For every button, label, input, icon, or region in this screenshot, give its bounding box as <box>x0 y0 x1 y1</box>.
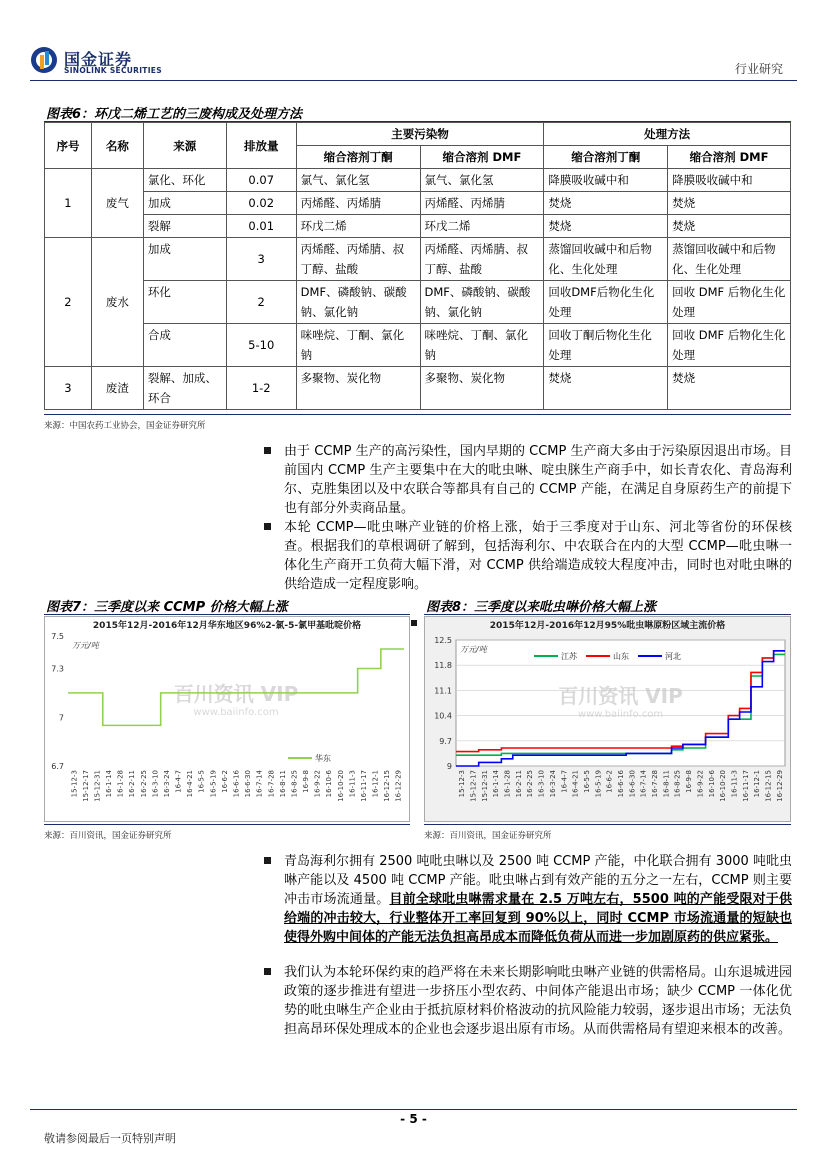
cell-p2: 环戊二烯 <box>420 215 544 238</box>
y-tick-label: 7 <box>58 713 64 723</box>
x-tick-label: 16-7-28 <box>651 770 660 798</box>
cell-amount: 0.07 <box>226 169 296 192</box>
x-tick-label: 16-2-25 <box>526 770 535 798</box>
y-axis-label: 万元/吨 <box>460 645 487 654</box>
th-no: 序号 <box>45 123 92 169</box>
y-axis-label: 万元/吨 <box>72 641 99 650</box>
footer-disclaimer: 敬请参阅最后一页特别声明 <box>44 1132 176 1145</box>
y-tick-label: 7.5 <box>51 632 64 641</box>
cell-p2: 丙烯醛、丙烯腈、叔丁醇、盐酸 <box>420 238 544 281</box>
paragraph-3 <box>284 852 792 947</box>
x-tick-label: 16-3-10 <box>151 770 160 798</box>
x-tick-label: 16-9-8 <box>685 770 694 793</box>
fig7-title-rule <box>44 614 410 615</box>
x-tick-label: 16-6-16 <box>232 770 241 798</box>
table-row <box>45 281 791 324</box>
cell-t2: 回收 DMF 后物化生化处理 <box>668 324 791 367</box>
legend-label: 江苏 <box>561 652 577 661</box>
x-tick-label: 16-8-25 <box>290 770 299 798</box>
th-sub4: 缩合溶剂 DMF <box>668 146 791 169</box>
cell-p1: DMF、磷酸钠、碳酸钠、氯化钠 <box>296 281 420 324</box>
cell-amount: 3 <box>226 238 296 281</box>
chart-title: 2015年12月-2016年12月95%吡虫啉原粉区域主流价格 <box>489 621 726 631</box>
cell-p1: 丙烯醛、丙烯腈 <box>296 192 420 215</box>
cell-t1: 蒸馏回收碱中和后物化、生化处理 <box>544 238 668 281</box>
cell-amount: 1-2 <box>226 367 296 410</box>
x-tick-label: 16-6-30 <box>628 770 637 798</box>
x-tick-label: 16-1-14 <box>105 770 114 798</box>
x-tick-label: 15-12-3 <box>458 770 467 798</box>
cell-p1: 氯气、氯化氢 <box>296 169 420 192</box>
bullet-square-icon <box>411 620 417 626</box>
legend-label: 河北 <box>665 652 681 661</box>
paragraph-3-emphasis: 目前全球吡虫啉需求量在 2.5 万吨左右，5500 吨的产能受限对于供给端的冲击较大，行业整体开工率回复到 90%以上，同时 CCMP 市场流通量的短缺也使得外购中间体的产能无法负担高昂成本而降低负荷从而进一步加剧原药的供应紧张。 <box>284 892 792 945</box>
logo-text: 国金证券 <box>64 50 133 69</box>
x-tick-label: 16-6-16 <box>617 770 625 798</box>
x-tick-label: 16-8-11 <box>278 770 287 798</box>
watermark-text: 百川资讯 VIP <box>558 684 683 708</box>
watermark-text: 百川资讯 VIP <box>173 682 299 706</box>
cell-amount: 0.02 <box>226 192 296 215</box>
x-tick-label: 16-2-11 <box>514 770 523 798</box>
y-tick-label: 6.7 <box>51 762 64 771</box>
x-tick-label: 16-7-28 <box>267 770 276 798</box>
cell-no: 3 <box>45 367 92 410</box>
cell-source: 加成 <box>143 192 226 215</box>
x-tick-label: 16-11-17 <box>741 770 750 802</box>
x-tick-label: 16-10-6 <box>707 770 716 798</box>
y-tick-label: 10.4 <box>434 711 452 721</box>
cell-t2: 焚烧 <box>668 192 791 215</box>
table-row <box>45 324 791 367</box>
cell-source: 氯化、环化 <box>143 169 226 192</box>
logo-subtext: SINOLINK SECURITIES <box>64 66 162 75</box>
x-tick-label: 16-10-20 <box>719 770 728 802</box>
x-tick-label: 16-12-29 <box>394 770 403 802</box>
x-tick-label: 16-9-8 <box>302 770 311 793</box>
cell-no: 1 <box>45 169 92 238</box>
th-name: 名称 <box>91 123 143 169</box>
x-tick-label: 16-2-11 <box>128 770 137 798</box>
cell-t2: 焚烧 <box>668 367 791 410</box>
paragraph-2 <box>284 518 792 594</box>
cell-t1: 回收DMF后物化生化处理 <box>544 281 668 324</box>
bullet-square-icon <box>264 523 271 530</box>
fig8-source: 来源：百川资讯，国金证券研究所 <box>424 831 552 841</box>
fig8-bottom-rule <box>424 824 791 825</box>
bullet-square-icon <box>264 968 271 975</box>
x-tick-label: 16-4-7 <box>560 770 569 793</box>
fig6-title: 图表6：环戊二烯工艺的三废构成及处理方法 <box>46 107 303 122</box>
th-treatment: 处理方法 <box>544 123 791 146</box>
th-sub3: 缩合溶剂丁酮 <box>544 146 668 169</box>
x-tick-label: 16-5-19 <box>594 770 603 798</box>
fig7-source: 来源：百川资讯，国金证券研究所 <box>44 831 172 841</box>
x-tick-label: 16-12-29 <box>775 770 784 802</box>
th-source: 来源 <box>143 123 226 169</box>
cell-p1: 丙烯醛、丙烯腈、叔丁醇、盐酸 <box>296 238 420 281</box>
fig8-chart <box>424 616 791 822</box>
cell-amount: 0.01 <box>226 215 296 238</box>
cell-p1: 多聚物、炭化物 <box>296 367 420 410</box>
paragraph-4-text: 我们认为本轮环保约束的趋严将在未来长期影响吡虫啉产业链的供需格局。山东退城进园政策的逐步推进有望进一步挤压小型农药、中间体产能退出市场；缺少 CCMP 一体化优势的吡虫啉生产企业由于抵抗原材料价格波动的抗风险能力较弱，逐步退出市场；无法负担高昂环保处理成本的企业也会逐步退出原有市场。从而供需格局有望迎来根本的改善。 <box>284 965 792 1037</box>
x-tick-label: 16-11-17 <box>359 770 368 802</box>
watermark-url: www.baiinfo.com <box>193 707 279 718</box>
fig7-bottom-rule <box>44 824 410 825</box>
x-tick-label: 15-12-17 <box>469 770 478 802</box>
x-tick-label: 16-4-7 <box>174 770 183 793</box>
th-amount: 排放量 <box>226 123 296 169</box>
table-row <box>45 367 791 410</box>
cell-t1: 降膜吸收碱中和 <box>544 169 668 192</box>
cell-amount: 2 <box>226 281 296 324</box>
bullet-square-icon <box>264 857 271 864</box>
cell-source: 环化 <box>143 281 226 324</box>
cell-source: 合成 <box>143 324 226 367</box>
x-tick-label: 16-8-25 <box>673 770 682 798</box>
x-tick-label: 16-1-28 <box>116 770 125 798</box>
table-row <box>45 215 791 238</box>
x-tick-label: 16-12-1 <box>753 770 762 798</box>
x-tick-label: 16-7-14 <box>255 770 264 798</box>
cell-t2: 降膜吸收碱中和 <box>668 169 791 192</box>
x-tick-label: 16-11-3 <box>730 770 739 798</box>
cell-source: 裂解 <box>143 215 226 238</box>
x-tick-label: 16-7-14 <box>639 770 648 798</box>
cell-source: 加成 <box>143 238 226 281</box>
cell-t2: 回收 DMF 后物化生化处理 <box>668 281 791 324</box>
logo-icon <box>30 46 58 74</box>
cell-source: 裂解、加成、环合 <box>143 367 226 410</box>
y-tick-label: 7.3 <box>51 664 64 674</box>
th-sub1: 缩合溶剂丁酮 <box>296 146 420 169</box>
cell-name: 废气 <box>91 169 143 238</box>
x-tick-label: 16-8-11 <box>662 770 671 798</box>
fig6-bottom-rule <box>44 414 791 415</box>
cell-t2: 焚烧 <box>668 215 791 238</box>
watermark-url: www.baiinfo.com <box>577 709 664 720</box>
cell-t1: 焚烧 <box>544 215 668 238</box>
cell-no: 2 <box>45 238 92 367</box>
y-tick-label: 11.1 <box>434 686 452 696</box>
x-tick-label: 16-9-22 <box>696 770 705 798</box>
cell-t1: 焚烧 <box>544 367 668 410</box>
x-tick-label: 15-12-31 <box>93 770 102 802</box>
x-tick-label: 16-4-21 <box>186 770 195 798</box>
x-tick-label: 16-3-24 <box>162 770 171 798</box>
cell-amount: 5-10 <box>226 324 296 367</box>
paragraph-1 <box>284 442 792 518</box>
x-tick-label: 16-5-19 <box>209 770 218 798</box>
x-tick-label: 16-12-15 <box>383 770 392 802</box>
y-tick-label: 11.8 <box>434 661 452 671</box>
x-tick-label: 16-2-25 <box>139 770 148 798</box>
cell-p1: 咪唑烷、丁酮、氯化钠 <box>296 324 420 367</box>
paragraph-3-text: 青岛海利尔拥有 2500 吨吡虫啉以及 2500 吨 CCMP 产能，中化联合拥有 3000 吨吡虫啉产能以及 4500 吨 CCMP 产能。吡虫啉占到有效产能的五分之一左右，CCMP 则主要冲击市场流通量。 <box>284 854 792 907</box>
cell-name: 废渣 <box>91 367 143 410</box>
x-tick-label: 16-1-28 <box>503 770 512 798</box>
page-number: - 5 - <box>400 1112 427 1126</box>
header-divider <box>30 80 797 81</box>
x-tick-label: 16-6-30 <box>244 770 253 798</box>
fig8-title-rule <box>424 614 791 615</box>
table-row <box>45 169 791 192</box>
x-tick-label: 16-3-24 <box>548 770 557 798</box>
x-tick-label: 16-10-20 <box>336 770 345 802</box>
cell-p2: 多聚物、炭化物 <box>420 367 544 410</box>
x-tick-label: 15-12-31 <box>480 770 489 802</box>
legend-label: 山东 <box>613 652 629 661</box>
fig7-chart <box>44 616 410 822</box>
fig8-title: 图表8：三季度以来吡虫啉价格大幅上涨 <box>426 600 657 615</box>
cell-name: 废水 <box>91 238 143 367</box>
x-tick-label: 16-1-14 <box>492 770 501 798</box>
x-tick-label: 16-3-10 <box>537 770 546 798</box>
fig6-source: 来源：中国农药工业协会，国金证券研究所 <box>44 421 206 431</box>
fig7-title: 图表7：三季度以来 CCMP 价格大幅上涨 <box>46 600 288 615</box>
x-tick-label: 16-12-15 <box>764 770 773 802</box>
y-tick-label: 12.5 <box>434 636 452 645</box>
cell-p2: DMF、磷酸钠、碳酸钠、氯化钠 <box>420 281 544 324</box>
cell-p1: 环戊二烯 <box>296 215 420 238</box>
legend-label: 华东 <box>315 754 331 763</box>
fig6-table <box>44 122 791 410</box>
x-tick-label: 16-11-3 <box>348 770 357 798</box>
x-tick-label: 16-6-2 <box>605 770 614 793</box>
paragraph-2-text: 本轮 CCMP—吡虫啉产业链的价格上涨，始于三季度对于山东、河北等省份的环保核查。根据我们的草根调研了解到，包括海利尔、中农联合在内的大型 CCMP—吡虫啉一体化生产商开工负荷大幅下滑，对 CCMP 供给端造成较大程度冲击，同时也对吡虫啉的供给造成一定程度影响。 <box>284 520 792 592</box>
x-tick-label: 16-5-5 <box>582 770 591 793</box>
x-tick-label: 16-12-1 <box>371 770 380 798</box>
x-tick-label: 15-12-17 <box>81 770 90 802</box>
cell-p2: 咪唑烷、丁酮、氯化钠 <box>420 324 544 367</box>
paragraph-4 <box>284 963 792 1039</box>
x-tick-label: 16-6-2 <box>220 770 229 793</box>
cell-p2: 氯气、氯化氢 <box>420 169 544 192</box>
x-tick-label: 15-12-3 <box>70 770 79 798</box>
cell-t1: 回收丁酮后物化生化处理 <box>544 324 668 367</box>
paragraph-1-text: 由于 CCMP 生产的高污染性，国内早期的 CCMP 生产商大多由于污染原因退出市场。目前国内 CCMP 生产主要集中在大的吡虫啉、啶虫脒生产商手中，如长青农化、青岛海利尔、克胜集团以及中农联合等都具有自己的 CCMP 产能，在满足自身原药生产的前提下也有部分外卖商品量。 <box>284 444 792 516</box>
x-tick-label: 16-5-5 <box>197 770 206 793</box>
cell-p2: 丙烯醛、丙烯腈 <box>420 192 544 215</box>
y-tick-label: 9 <box>446 762 452 771</box>
x-tick-label: 16-4-21 <box>571 770 580 798</box>
bullet-square-icon <box>264 447 271 454</box>
x-tick-label: 16-9-22 <box>313 770 322 798</box>
footer-divider <box>30 1109 797 1110</box>
table-row <box>45 238 791 281</box>
section-label: 行业研究 <box>734 62 783 76</box>
table-row <box>45 192 791 215</box>
th-pollutant: 主要污染物 <box>296 123 544 146</box>
x-tick-label: 16-10-6 <box>325 770 334 798</box>
chart-title: 2015年12月-2016年12月华东地区96%2-氯-5-氯甲基吡啶价格 <box>92 621 362 631</box>
y-tick-label: 9.7 <box>439 736 452 746</box>
cell-t1: 焚烧 <box>544 192 668 215</box>
th-sub2: 缩合溶剂 DMF <box>420 146 544 169</box>
cell-t2: 蒸馏回收碱中和后物化、生化处理 <box>668 238 791 281</box>
